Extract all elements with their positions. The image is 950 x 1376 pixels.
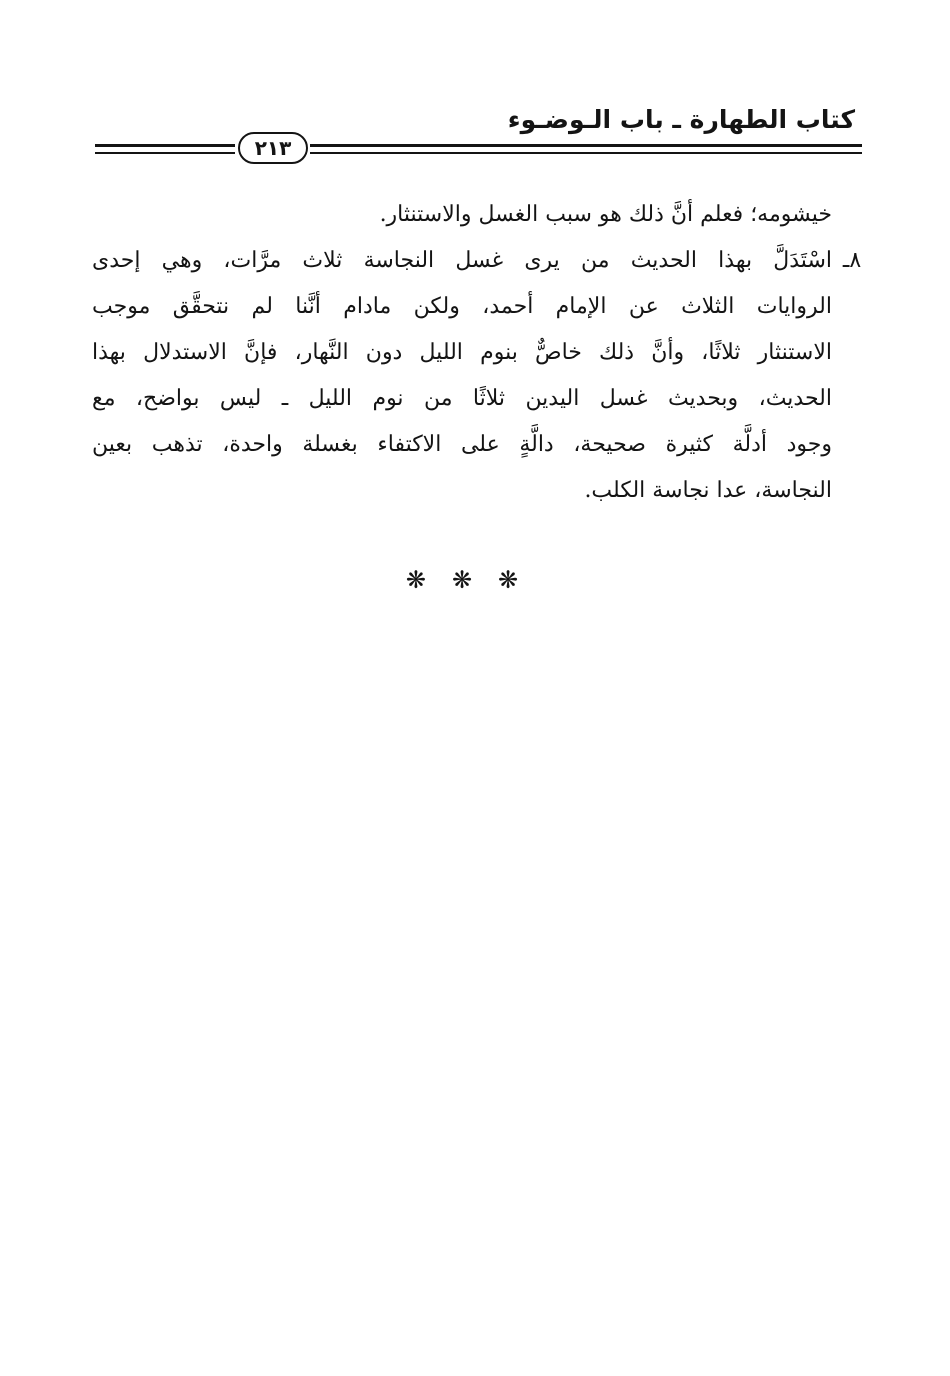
- item-number: ٨ـ: [842, 248, 862, 273]
- item-line: الروايات الثلاث عن الإمام أحمد، ولكن مادام أنَّنا لم نتحقَّق موجب: [92, 294, 832, 319]
- item-line: وجود أدلَّة كثيرة صحيحة، دالَّةٍ على الاكتفاء بغسلة واحدة، تذهب بعين: [92, 432, 832, 457]
- running-header-title: كتاب الطهارة ـ باب الـوضـوء: [507, 105, 855, 134]
- header-rule-left-thin: [95, 152, 235, 154]
- item-line: اسْتَدَلَّ بهذا الحديث من يرى غسل النجاسة ثلاث مرَّات، وهي إحدى: [92, 248, 832, 273]
- continuation-line: خيشومه؛ فعلم أنَّ ذلك هو سبب الغسل والاستنثار.: [379, 202, 832, 227]
- section-break-asterisks: ❋❋❋: [405, 566, 545, 594]
- item-line: الحديث، وبحديث غسل اليدين ثلاثًا من نوم الليل ـ ليس بواضح، مع: [92, 386, 832, 411]
- numbered-item-8: [92, 238, 862, 514]
- header-rule-right-thick: [310, 144, 862, 147]
- item-line: النجاسة، عدا نجاسة الكلب.: [584, 478, 832, 503]
- body-text: [92, 192, 862, 514]
- header-rule-left-thick: [95, 144, 235, 147]
- item-line: الاستنثار ثلاثًا، وأنَّ ذلك خاصٌّ بنوم الليل دون النَّهار، فإنَّ الاستدلال بهذا: [92, 340, 832, 365]
- header-rule-right-thin: [310, 152, 862, 154]
- page-number-badge: ٢١٣: [238, 132, 308, 164]
